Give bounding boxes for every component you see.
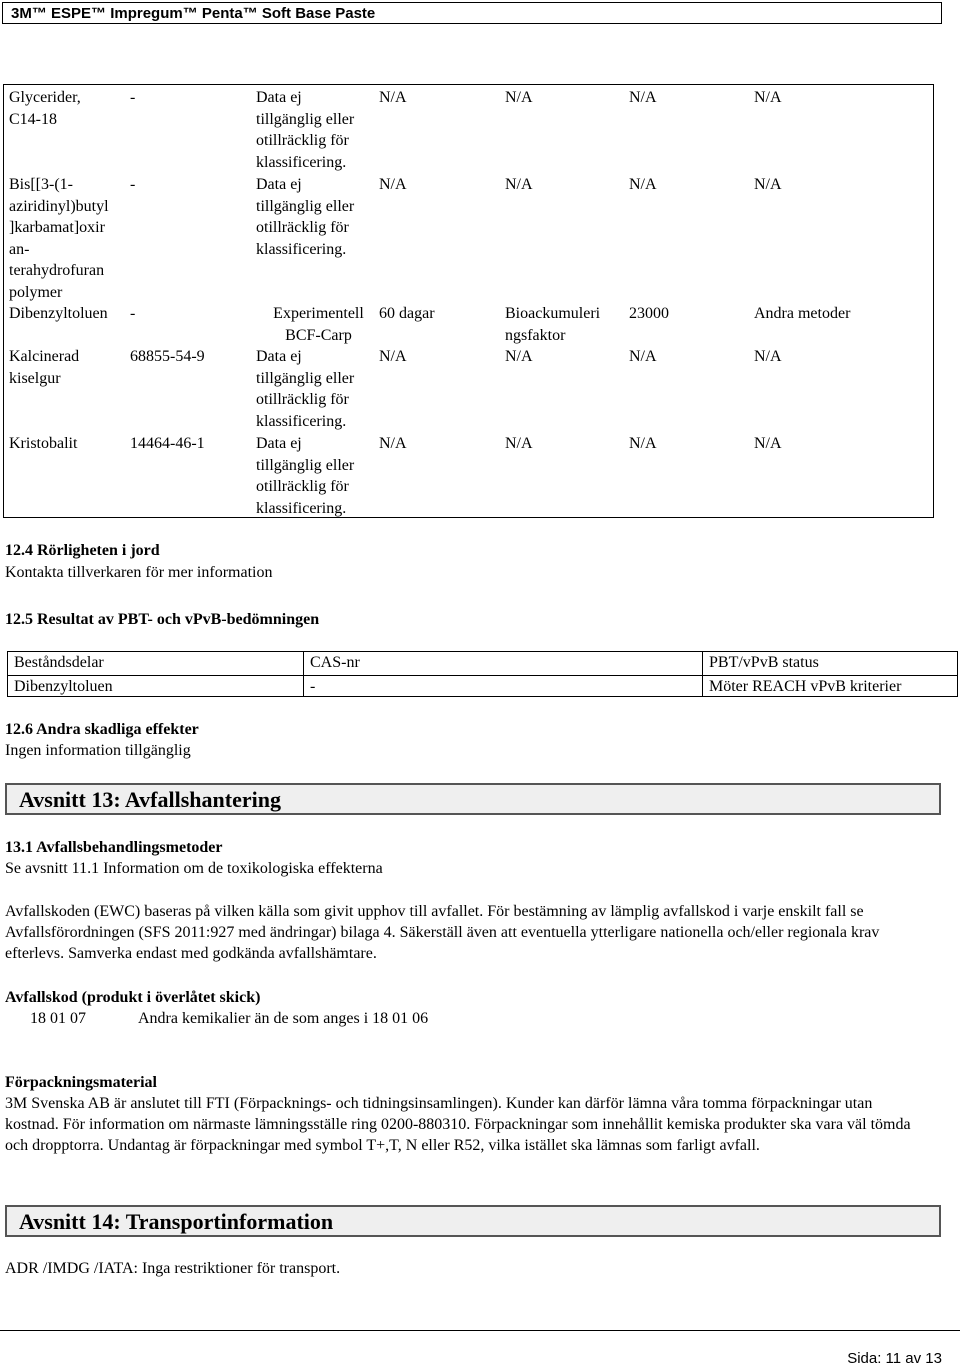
- section-12-6-text: Ingen information tillgänglig: [5, 742, 191, 759]
- table-cell-cas: -: [130, 305, 136, 322]
- section-12-4-heading: 12.4 Rörligheten i jord: [5, 542, 160, 559]
- section-13-see-text: Se avsnitt 11.1 Information om de toxikologiska effekterna: [5, 860, 383, 877]
- table-cell-substance: Glycerider, C14-18: [9, 89, 81, 128]
- table-cell-duration: 60 dagar: [379, 305, 435, 322]
- table-cell: Dibenzyltoluen: [14, 678, 113, 695]
- table-cell-cas: -: [130, 89, 136, 106]
- table-cell-substance: Bis[[3-(1- aziridinyl)butyl ]karbamat]oxir an- terahydrofuran polymer: [9, 176, 109, 301]
- waste-code-description: Andra kemikalier än de som anges i 18 01 06: [138, 1010, 429, 1027]
- document-title: 3M™ ESPE™ Impregum™ Penta™ Soft Base Paste: [11, 5, 376, 22]
- table-cell-value: N/A: [629, 89, 657, 106]
- table-cell-cas: 14464-46-1: [130, 435, 205, 452]
- bioaccumulation-table: [3, 84, 934, 518]
- section-12-6-heading: 12.6 Andra skadliga effekter: [5, 721, 199, 738]
- table-cell: -: [310, 678, 316, 695]
- waste-code-heading: Avfallskod (produkt i överlåtet skick): [5, 989, 261, 1006]
- table-header-cell: PBT/vPvB status: [709, 654, 819, 671]
- table-cell-value: N/A: [629, 176, 657, 193]
- table-cell-test-method: N/A: [754, 435, 782, 452]
- table-cell-endpoint: Bioackumuleri ngsfaktor: [505, 305, 601, 344]
- table-cell-method: Data ej tillgänglig eller otillräcklig för klassificering.: [256, 176, 355, 258]
- table-cell-duration: N/A: [379, 176, 407, 193]
- page-number: Sida: 11 av 13: [847, 1350, 942, 1367]
- table-cell-duration: N/A: [379, 435, 407, 452]
- table-cell-method: Experimentell BCF-Carp: [273, 305, 364, 344]
- table-cell-method: Data ej tillgänglig eller otillräcklig för klassificering.: [256, 435, 355, 517]
- table-cell-test-method: N/A: [754, 176, 782, 193]
- transport-text: ADR /IMDG /IATA: Inga restriktioner för transport.: [5, 1260, 341, 1277]
- table-cell-duration: N/A: [379, 89, 407, 106]
- table-cell-method: Data ej tillgänglig eller otillräcklig för klassificering.: [256, 89, 355, 171]
- section-13-title: Avsnitt 13: Avfallshantering: [5, 783, 941, 815]
- table-cell-substance: Kalcinerad kiselgur: [9, 348, 80, 387]
- waste-code: 18 01 07: [30, 1010, 86, 1027]
- table-cell-substance: Kristobalit: [9, 435, 78, 452]
- table-cell-endpoint: N/A: [505, 348, 533, 365]
- section-12-4-text: Kontakta tillverkaren för mer information: [5, 564, 273, 581]
- table-row: [8, 675, 957, 698]
- table-header-cell: Beståndsdelar: [14, 654, 104, 671]
- table-cell: Möter REACH vPvB kriterier: [709, 678, 902, 695]
- table-cell-endpoint: N/A: [505, 176, 533, 193]
- table-header-cell: CAS-nr: [310, 654, 360, 671]
- document-header: [2, 2, 942, 24]
- table-cell-method: Data ej tillgänglig eller otillräcklig för klassificering.: [256, 348, 355, 430]
- table-cell-cas: 68855-54-9: [130, 348, 205, 365]
- table-cell-value: 23000: [629, 305, 669, 322]
- table-cell-substance: Dibenzyltoluen: [9, 305, 108, 322]
- table-cell-value: N/A: [629, 435, 657, 452]
- section-14-title: Avsnitt 14: Transportinformation: [5, 1205, 941, 1237]
- table-cell-test-method: N/A: [754, 348, 782, 365]
- packaging-paragraph: 3M Svenska AB är anslutet till FTI (Förpacknings- och tidningsinsamlingen). Kunder kan därför lämna våra tomma förpackningar utan kostnad. För information om närmaste lämningsställe ring 0200-880310. Förpackningar som innehållit kemiska produkter ska vara väl tömda och dropptorra. Undantag är förpackningar med symbol T+,T, N eller R52, vilka istället ska lämnas som farligt avfall.: [5, 1095, 911, 1154]
- ewc-paragraph: Avfallskoden (EWC) baseras på vilken källa som givit upphov till avfallet. För bestämning av lämplig avfallskod i varje enskilt fall se Avfallsförordningen (SFS 2011:927 med ändringar) bilaga 4. Säkerställ även att eventuella ytterligare nationella och/eller regionala krav efterlevs. Samverka endast med godkända avfallshämtare.: [5, 903, 880, 962]
- section-12-5-heading: 12.5 Resultat av PBT- och vPvB-bedömningen: [5, 611, 320, 628]
- section-13-1-heading: 13.1 Avfallsbehandlingsmetoder: [5, 839, 223, 856]
- table-cell-test-method: N/A: [754, 89, 782, 106]
- table-cell-cas: -: [130, 176, 136, 193]
- footer-divider: [0, 1330, 960, 1331]
- table-cell-value: N/A: [629, 348, 657, 365]
- table-cell-test-method: Andra metoder: [754, 305, 851, 322]
- table-cell-duration: N/A: [379, 348, 407, 365]
- pbt-table: [7, 651, 958, 697]
- packaging-heading: Förpackningsmaterial: [5, 1074, 157, 1091]
- table-cell-endpoint: N/A: [505, 89, 533, 106]
- table-cell-endpoint: N/A: [505, 435, 533, 452]
